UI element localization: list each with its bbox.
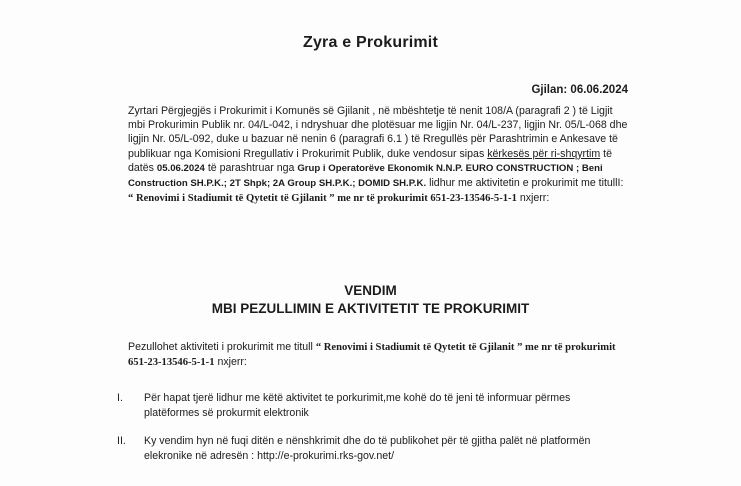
decision-subheading: MBI PEZULLIMIN E AKTIVITETIT TE PROKURIMIT [211, 301, 530, 316]
item-text: Për hapat tjerë lidhur me këtë aktivitet te porkurimit,me kohë do të jeni të informuar përmes platëformes së prokurmit elektronik [144, 392, 571, 419]
suspension-procurement-title: “ Renovimi i Stadiumit të Qytetit të Gjilanit ” me nr të prokurimit 651-23-13546-5-1-1 [128, 342, 616, 369]
intro-text-1: Zyrtari Përgjegjës i Prokurimit i Komunës së Gjilanit , në mbështetje të nenit 108/A (paragrafi 2 ) të Ligjit mbi Prokurimin Publik nr. 04/L-042, i ndryshuar dhe plotësuar me ligjin Nr. 04/L-237, ligjin Nr. 05/L-068 dhe ligjin Nr. 05/L-092, duke u bazuar në nenin 6 (paragrafi 6.1 ) të Rregullës për Parashtrimin e Ankesave të publikuar nga Komisioni Rregullativ i Prokurimit Publik, duke vendosur sipas [128, 105, 628, 160]
item-text: Ky vendim hyn në fuqi ditën e nënshkrimit dhe do të publikohet për të gjitha palët në platformën elekronike në adresën : http://e-prokurimi.rks-gov.net/ [144, 435, 591, 462]
intro-paragraph [128, 104, 628, 206]
item-number: II. [117, 435, 126, 447]
intro-text-8: lidhur me aktivitetin e prokurimit me titullI: [426, 177, 624, 190]
suspension-text-1: Pezullohet aktiviteti i prokurimit me titull [128, 341, 316, 353]
intro-request-link-text: kërkesës për ri-shqyrtim [487, 147, 601, 160]
intro-procurement-title: “ Renovimi i Stadiumit të Qytetit të Gjilanit ” me nr të prokurimit 651-23-13546-5-1-1 [128, 193, 517, 205]
document-title: Zyra e Prokurimit [302, 34, 438, 51]
intro-text-5: të parashtruar nga [204, 161, 298, 174]
suspension-paragraph [128, 340, 628, 370]
intro-text-10: nxjerr: [516, 192, 550, 205]
suspension-text-3: nxjerr: [214, 356, 247, 369]
document-date: Gjilan: 06.06.2024 [531, 84, 628, 96]
item-number: I. [117, 392, 123, 404]
intro-text-3: të datës [128, 147, 612, 174]
intro-operator-group: Grup i Operatorëve Ekonomik N.N.P. EURO CONSTRUCTION [297, 162, 574, 174]
decision-heading: VENDIM [344, 283, 397, 298]
intro-request-date: 05.06.2024 [156, 162, 205, 174]
intro-operator-list: ; Beni Construction SH.P.K.; 2T Shpk; 2A Group SH.P.K.; DOMID SH.P.K. [128, 162, 603, 190]
